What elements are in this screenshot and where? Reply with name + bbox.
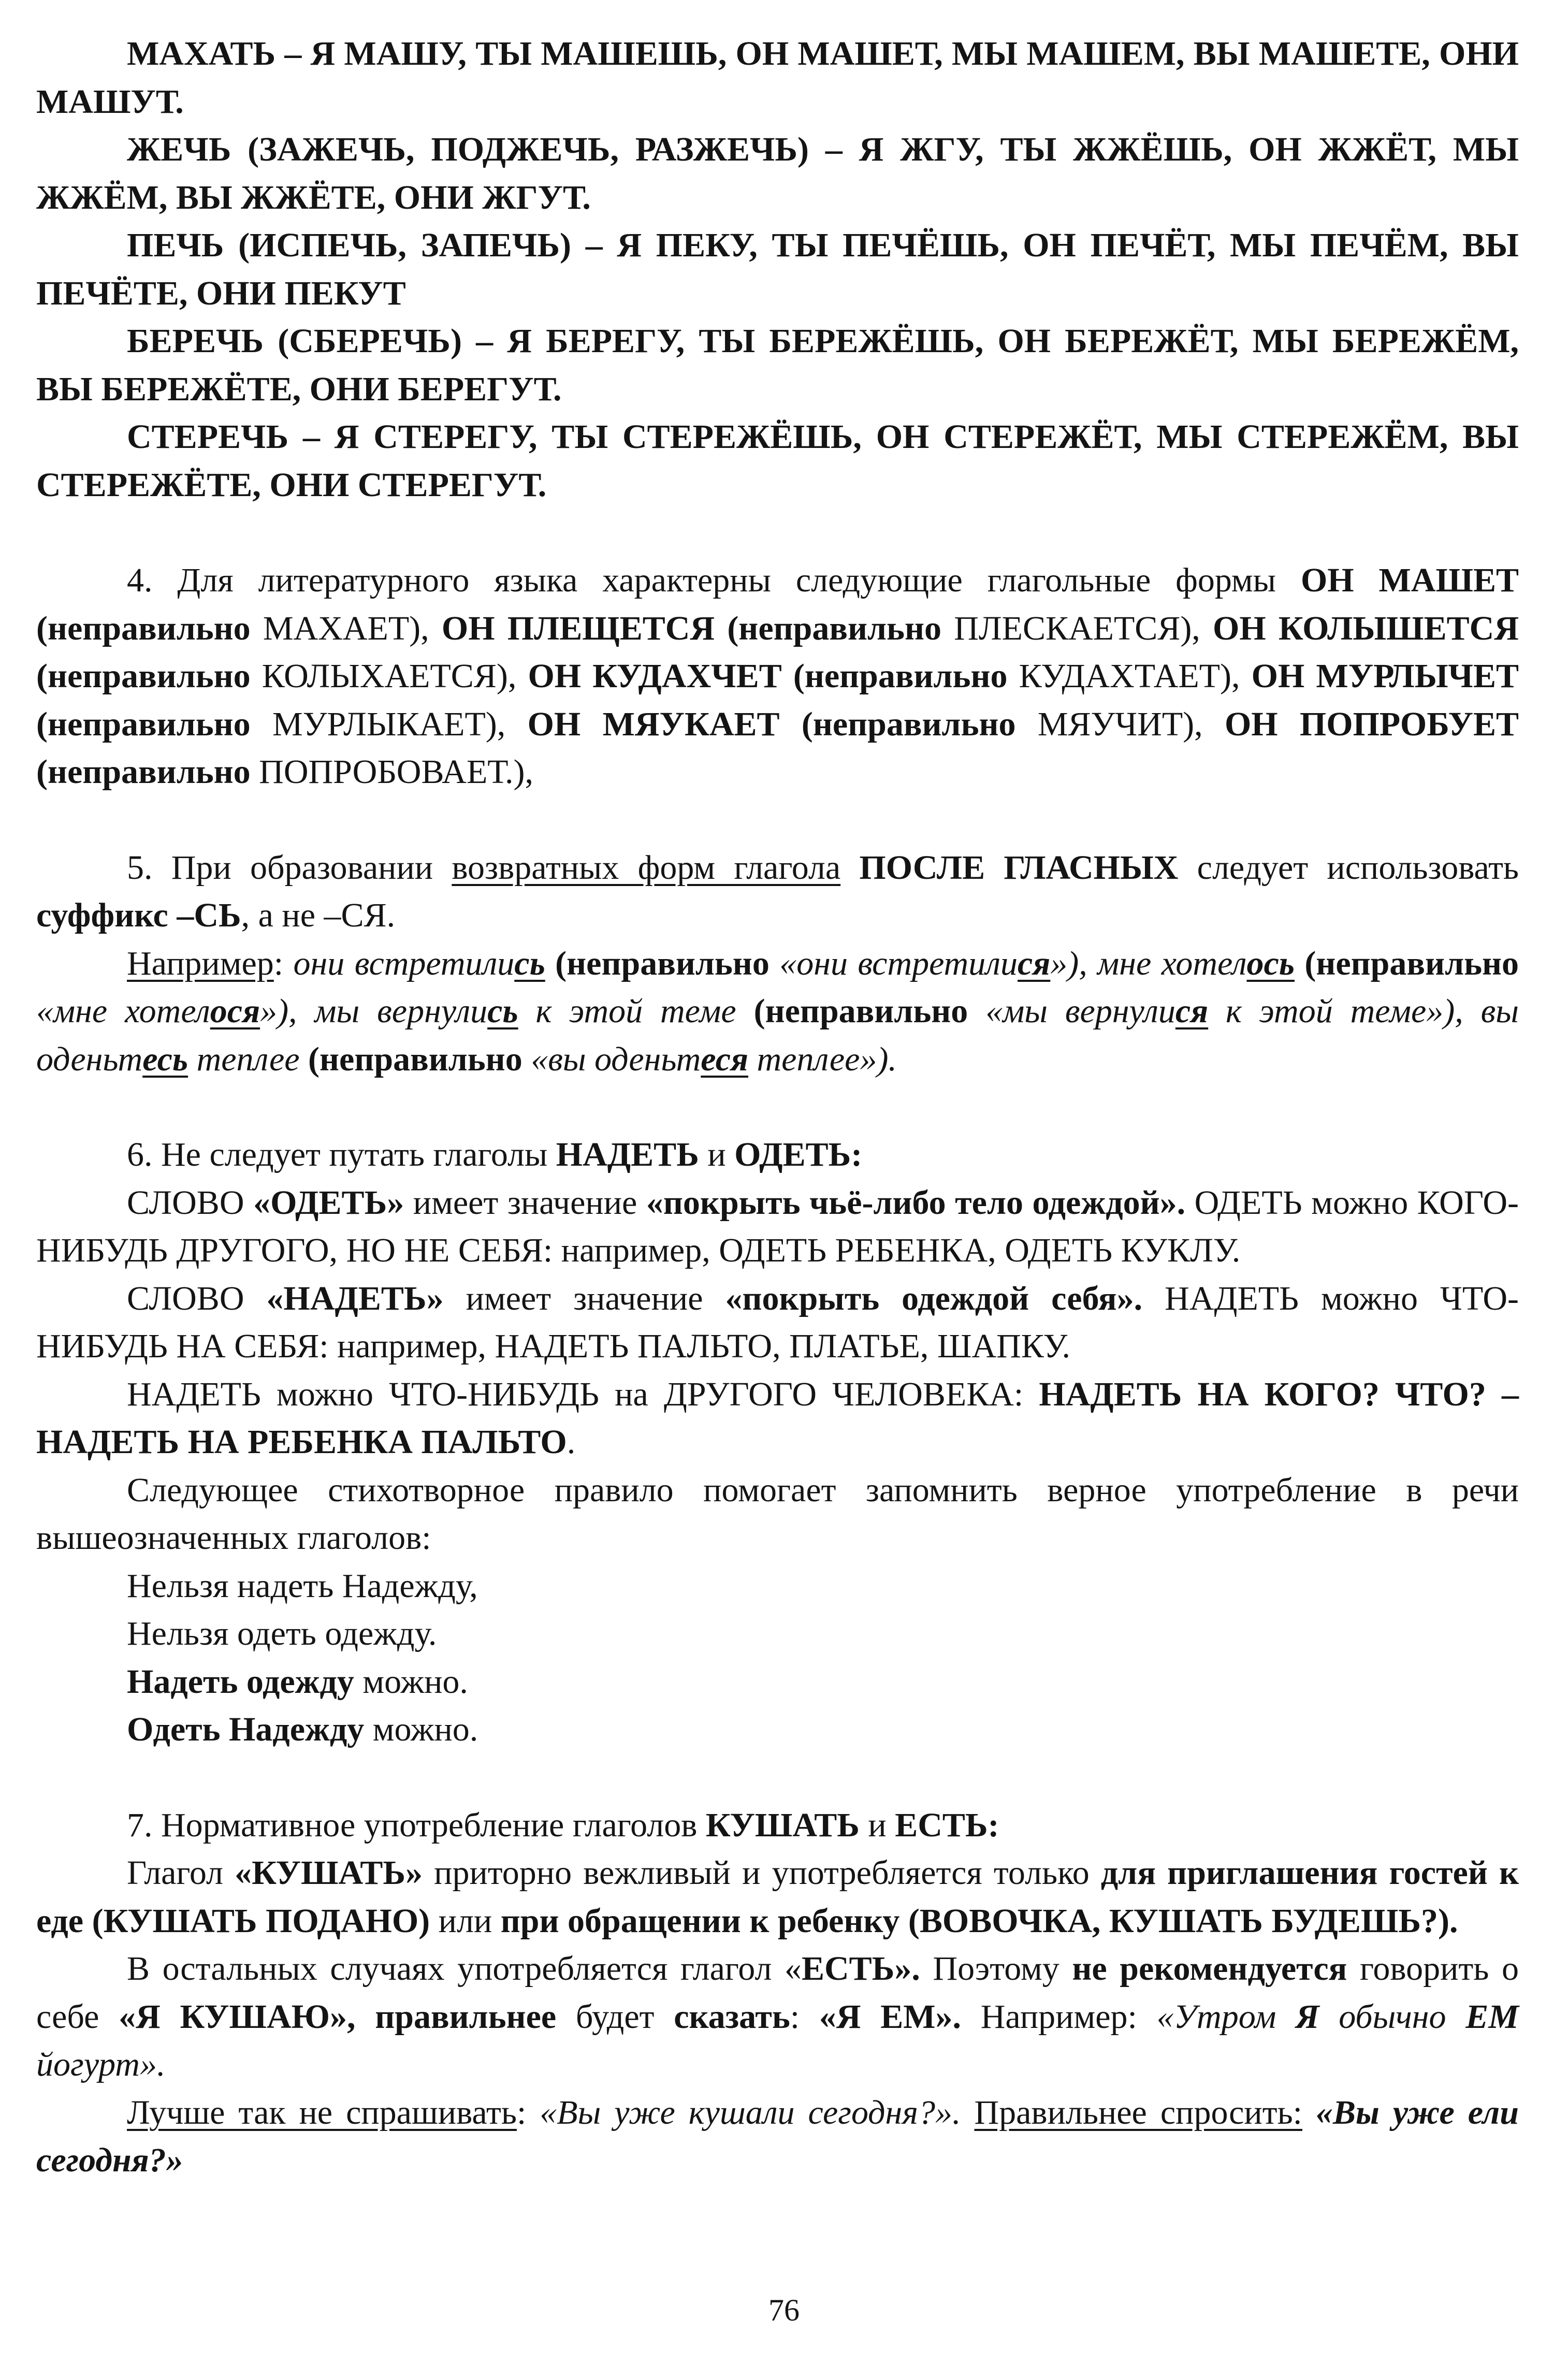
section-6-nadet: СЛОВО «НАДЕТЬ» имеет значение «покрыть одеждой себя». НАДЕТЬ можно ЧТО-НИБУДЬ НА СЕБЯ: например, НАДЕТЬ ПАЛЬТО, ПЛАТЬЕ, ШАПКУ. bbox=[36, 1279, 1519, 1365]
section-6-odet: СЛОВО «ОДЕТЬ» имеет значение «покрыть чьё-либо тело одеждой». ОДЕТЬ можно КОГО-НИБУДЬ ДРУГОГО, НО НЕ СЕБЯ: например, ОДЕТЬ РЕБЕНКА, ОДЕТЬ КУКЛУ. bbox=[36, 1183, 1519, 1269]
section-7-est: В остальных случаях употребляется глагол «ЕСТЬ». Поэтому не рекомендуется говорить о себе «Я КУШАЮ», правильнее будет сказать: «Я ЕМ». Например: «Утром Я обычно ЕМ йогурт». bbox=[36, 1950, 1519, 2083]
spacer bbox=[36, 796, 1519, 844]
section-5-examples: Например: они встретились (неправильно «они встретилися»), мне хотелось (неправильно «мне хотелося»), мы вернулись к этой теме (неправильно «мы вернулися к этой теме»), вы оденьтесь теплее (неправильно «вы оденьтеся теплее»). bbox=[36, 944, 1519, 1078]
poem-line: Одеть Надежду можно. bbox=[127, 1710, 478, 1748]
spacer bbox=[36, 1754, 1519, 1802]
section-6-heading: 6. Не следует путать глаголы НАДЕТЬ и ОДЕТЬ: bbox=[127, 1136, 863, 1173]
poem-line: Нельзя надеть Надежду, bbox=[127, 1567, 478, 1605]
verb-conjugation: БЕРЕЧЬ (СБЕРЕЧЬ) – Я БЕРЕГУ, ТЫ БЕРЕЖЁШЬ, ОН БЕРЕЖЁТ, МЫ БЕРЕЖЁМ, ВЫ БЕРЕЖЁТЕ, ОНИ БЕРЕГУТ. bbox=[36, 322, 1519, 408]
poem-line: Надеть одежду можно. bbox=[127, 1662, 468, 1701]
section-5-rule: 5. При образовании возвратных форм глагола ПОСЛЕ ГЛАСНЫХ следует использовать суффикс –СЬ, а не –СЯ. bbox=[36, 848, 1519, 934]
verb-conjugation: СТЕРЕЧЬ – Я СТЕРЕГУ, ТЫ СТЕРЕЖЁШЬ, ОН СТЕРЕЖЁТ, МЫ СТЕРЕЖЁМ, ВЫ СТЕРЕЖЁТЕ, ОНИ СТЕРЕГУТ. bbox=[36, 418, 1519, 504]
section-7-advice: Лучше так не спрашивать: «Вы уже кушали сегодня?». Правильнее спросить: «Вы уже ели сегодня?» bbox=[36, 2093, 1519, 2179]
page-number: 76 bbox=[768, 2293, 800, 2327]
section-6-nadet-other: НАДЕТЬ можно ЧТО-НИБУДЬ на ДРУГОГО ЧЕЛОВЕКА: НАДЕТЬ НА КОГО? ЧТО? – НАДЕТЬ НА РЕБЕНКА ПАЛЬТО. bbox=[36, 1375, 1519, 1461]
poem-line: Нельзя одеть одежду. bbox=[127, 1615, 437, 1652]
spacer bbox=[36, 509, 1519, 557]
section-6-poem-intro: Следующее стихотворное правило помогает запомнить верное употребление в речи вышеозначенных глаголов: bbox=[36, 1471, 1519, 1557]
section-4-paragraph: 4. Для литературного языка характерны следующие глагольные формы ОН МАШЕТ (неправильно МАХАЕТ), ОН ПЛЕЩЕТСЯ (неправильно ПЛЕСКАЕТСЯ), ОН КОЛЫШЕТСЯ (неправильно КОЛЫХАЕТСЯ), ОН КУДАХЧЕТ (неправильно КУДАХТАЕТ), ОН МУРЛЫЧЕТ (неправильно МУРЛЫКАЕТ), ОН МЯУКАЕТ (неправильно МЯУЧИТ), ОН ПОПРОБУЕТ (неправильно ПОПРОБОВАЕТ.), bbox=[36, 561, 1519, 791]
verb-conjugation: ПЕЧЬ (ИСПЕЧЬ, ЗАПЕЧЬ) – Я ПЕКУ, ТЫ ПЕЧЁШЬ, ОН ПЕЧЁТ, МЫ ПЕЧЁМ, ВЫ ПЕЧЁТЕ, ОНИ ПЕКУТ bbox=[36, 226, 1519, 312]
section-7-heading: 7. Нормативное употребление глаголов КУШАТЬ и ЕСТЬ: bbox=[127, 1806, 999, 1844]
section-7-kushat: Глагол «КУШАТЬ» приторно вежливый и употребляется только для приглашения гостей к еде (КУШАТЬ ПОДАНО) или при обращении к ребенку (ВОВОЧКА, КУШАТЬ БУДЕШЬ?). bbox=[36, 1854, 1519, 1940]
verb-conjugation: МАХАТЬ – Я МАШУ, ТЫ МАШЕШЬ, ОН МАШЕТ, МЫ МАШЕМ, ВЫ МАШЕТЕ, ОНИ МАШУТ. bbox=[36, 35, 1519, 121]
spacer bbox=[36, 1083, 1519, 1131]
verb-conjugation: ЖЕЧЬ (ЗАЖЕЧЬ, ПОДЖЕЧЬ, РАЗЖЕЧЬ) – Я ЖГУ, ТЫ ЖЖЁШЬ, ОН ЖЖЁТ, МЫ ЖЖЁМ, ВЫ ЖЖЁТЕ, ОНИ ЖГУТ. bbox=[36, 130, 1519, 216]
